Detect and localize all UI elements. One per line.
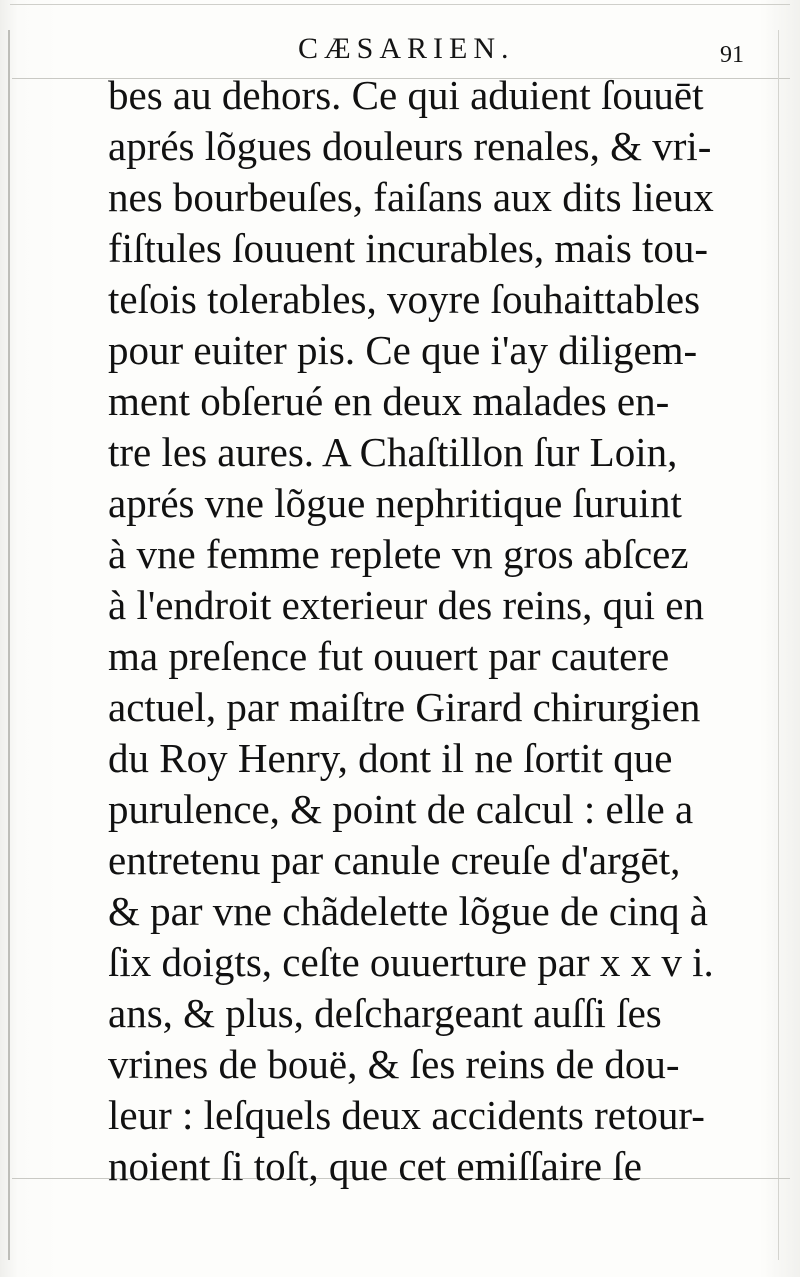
text-line: teſois tolerables, voyre ſouhaittables (108, 276, 701, 322)
text-line: ſix doigts, ceſte ouuerture par x x v i. (108, 939, 714, 985)
page-edge-left (8, 30, 10, 1260)
text-line: bes au dehors. Ce qui aduient ſouuēt (108, 72, 704, 118)
page-edge-top (10, 4, 790, 5)
text-line: aprés vne lõgue nephritique ſuruint (108, 480, 682, 526)
text-line: du Roy Henry, dont il ne ſortit que (108, 735, 673, 781)
text-line: purulence, & point de calcul : elle a (108, 786, 694, 832)
text-line: tre les aures. A Chaſtillon ſur Loin, (108, 429, 678, 475)
text-line: & par vne chãdelette lõgue de cinq à (108, 888, 708, 934)
text-line: ma preſence fut ouuert par cautere (108, 633, 670, 679)
text-line: noient ſi toſt, que cet emiſſaire ſe (108, 1143, 642, 1189)
ruled-line-right (778, 30, 779, 1260)
text-line: à l'endroit exterieur des reins, qui en (108, 582, 704, 628)
text-line: aprés lõgues douleurs renales, & vri- (108, 123, 712, 169)
text-line: vrines de bouë, & ſes reins de dou- (108, 1041, 680, 1087)
body-text (108, 70, 768, 1192)
text-line: entretenu par canule creuſe d'argēt, (108, 837, 681, 883)
running-head (0, 30, 800, 70)
text-line: à vne femme replete vn gros abſcez (108, 531, 689, 577)
text-line: nes bourbeuſes, faiſans aux dits lieux (108, 174, 714, 220)
text-line: pour euiter pis. Ce que i'ay diligem- (108, 327, 698, 373)
text-line: actuel, par maiſtre Girard chirurgien (108, 684, 701, 730)
text-line: fiſtules ſouuent incurables, mais tou- (108, 225, 709, 271)
page-number: 91 (720, 42, 744, 68)
text-line: ment obſerué en deux malades en- (108, 378, 670, 424)
text-line: leur : leſquels deux accidents retour- (108, 1092, 705, 1138)
text-line: ans, & plus, deſchargeant auſſi ſes (108, 990, 662, 1036)
running-title: CÆSARIEN. (298, 32, 515, 65)
